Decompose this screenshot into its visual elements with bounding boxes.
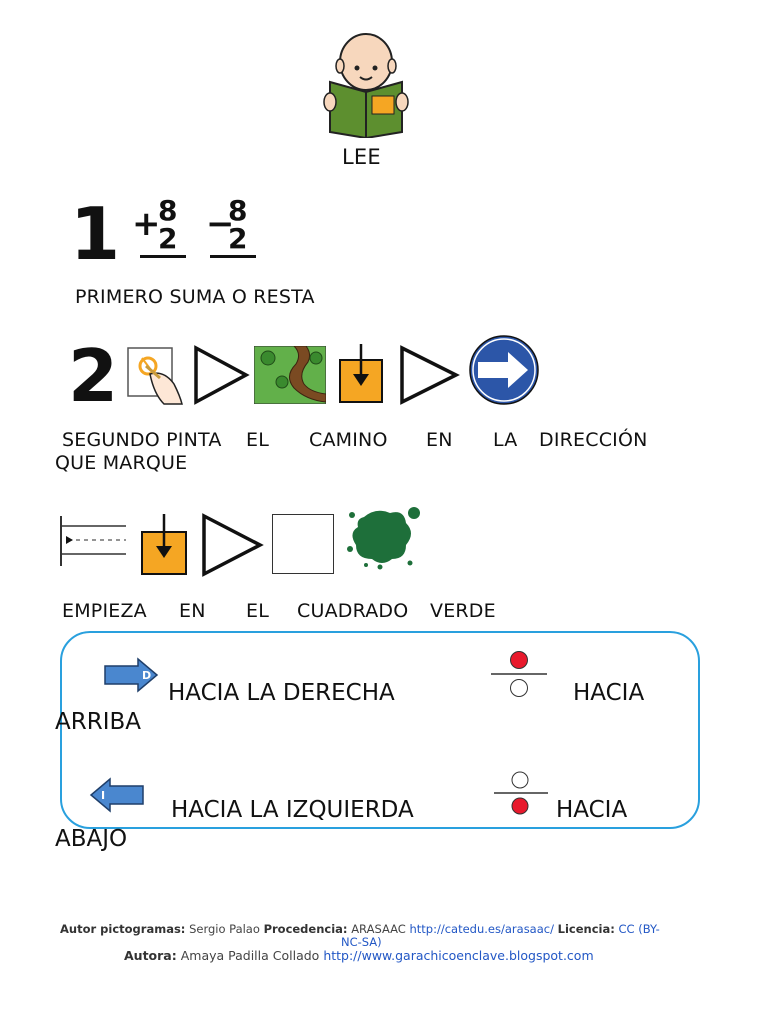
addition-sign: +	[132, 204, 161, 244]
arrow-left-icon	[88, 776, 146, 814]
legend-down-label-b: ABAJO	[55, 826, 128, 852]
arrow-down-box-icon	[338, 344, 384, 404]
footer-origin-label: Procedencia:	[263, 922, 348, 936]
addition-top: 8	[158, 194, 178, 227]
arrow-right-icon	[102, 656, 160, 694]
footer-origin-value: ARASAAC	[351, 922, 406, 936]
footer-credits-line2	[124, 948, 594, 963]
reading-child-icon	[320, 30, 410, 138]
footer-author-label: Autora:	[124, 948, 177, 963]
arrow-right-letter: D	[142, 669, 152, 682]
step-2-number: 2	[68, 334, 119, 418]
footer-license-value[interactable]: CC (BY-	[618, 922, 660, 936]
step-2-instruction-word: SEGUNDO PINTA	[62, 429, 222, 451]
step-2-instruction-word: EL	[246, 429, 269, 451]
step-3-instruction-word: EN	[179, 600, 206, 622]
subtraction-line	[210, 255, 256, 258]
subtraction-top: 8	[228, 194, 248, 227]
step-2-instruction-word: DIRECCIÓN	[539, 429, 648, 451]
footer-credits-line1	[60, 922, 660, 936]
footer-author-pict-value: Sergio Palao	[189, 922, 260, 936]
step-3-instruction-word: VERDE	[430, 600, 496, 622]
step-2-instruction-word: EN	[426, 429, 453, 451]
step-2-instruction-line2: QUE MARQUE	[55, 452, 188, 474]
play-triangle-icon	[200, 512, 264, 578]
footer-origin-link[interactable]: http://catedu.es/arasaac/	[409, 922, 554, 936]
direction-sign-icon	[468, 334, 540, 406]
footer-license-label: Licencia:	[557, 922, 615, 936]
step-1-number: 1	[70, 192, 121, 276]
subtraction-sign: −	[206, 204, 235, 244]
addition-bottom: 2	[158, 222, 178, 255]
step-2-instruction-word: CAMINO	[309, 429, 388, 451]
subtraction-bottom: 2	[228, 222, 248, 255]
step-3-instruction-word: CUADRADO	[297, 600, 409, 622]
start-line-icon	[58, 514, 128, 568]
step-3-instruction-word: EMPIEZA	[62, 600, 147, 622]
empty-square-icon	[272, 514, 334, 574]
arrow-down-box-icon	[140, 514, 188, 576]
step-1-instruction: PRIMERO SUMA O RESTA	[75, 286, 315, 308]
footer-author-value: Amaya Padilla Collado	[180, 948, 320, 963]
addition-operation	[132, 194, 190, 262]
path-landscape-icon	[254, 346, 326, 404]
footer-author-pict-label: Autor pictogramas:	[60, 922, 186, 936]
green-paint-splash-icon	[344, 503, 422, 571]
legend-right-label: HACIA LA DERECHA	[168, 680, 395, 706]
legend-up-label-b: ARRIBA	[55, 709, 141, 735]
play-triangle-icon	[192, 344, 250, 406]
legend-down-label-a: HACIA	[556, 797, 628, 823]
legend-up-label-a: HACIA	[573, 680, 645, 706]
arrow-left-letter: I	[101, 789, 106, 802]
addition-line	[140, 255, 186, 258]
paint-icon	[124, 344, 186, 406]
arrow-up-indicator-icon	[488, 648, 550, 702]
footer-author-link[interactable]: http://www.garachicoenclave.blogspot.com	[323, 948, 594, 963]
subtraction-operation	[206, 194, 264, 262]
step-2-instruction-word: LA	[493, 429, 518, 451]
play-triangle-icon	[398, 344, 460, 406]
page-title: LEE	[342, 145, 381, 169]
step-3-instruction-word: EL	[246, 600, 269, 622]
arrow-down-indicator-icon	[492, 770, 550, 818]
legend-left-label: HACIA LA IZQUIERDA	[171, 797, 414, 823]
footer-license-value-cont[interactable]: NC-SA)	[341, 935, 382, 949]
